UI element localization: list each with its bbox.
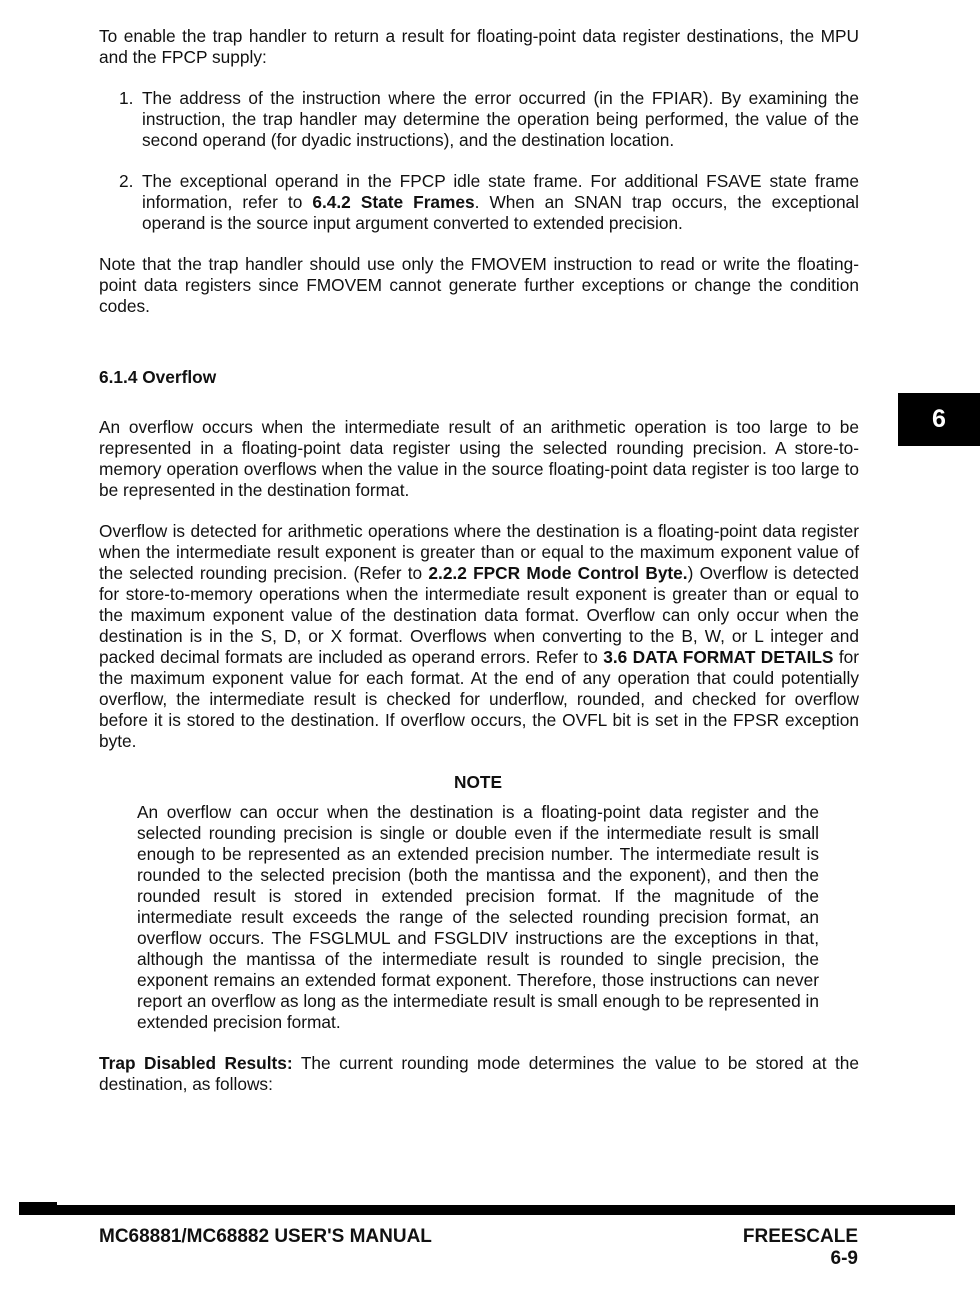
section-heading: 6.1.4 Overflow xyxy=(99,367,217,387)
trap-disabled-label: Trap Disabled Results: xyxy=(99,1053,293,1073)
fmovem-paragraph: Note that the trap handler should use only the FMOVEM instruction to read or write the floating-point data registers since FMOVEM cannot generate further exceptions or change the condition codes. xyxy=(99,254,859,316)
footer-rule xyxy=(19,1205,955,1215)
paragraph-text: The current rounding mode determines the value to be stored at the destination, as follows: xyxy=(99,1053,859,1094)
paragraph-text: for the maximum exponent value for each format. At the end of any operation that could potentially overflow, the intermediate result is checked for underflow, rounded, and checked for overflow before it is stored to the destination. If overflow occurs, the OVFL bit is set in the FPSR exception byte. xyxy=(99,647,859,751)
footer-right xyxy=(743,1226,858,1270)
chapter-tab: 6 xyxy=(898,393,980,446)
paragraph-text: ) Overflow is detected for store-to-memory operations when the intermediate result exponent is greater than or equal to the maximum exponent value of the destination data format. Overflow can only occur when the destination is in the S, D, or X format. Overflows when converting to the B, W, or L integer and packed decimal formats are included as operand errors. Refer to xyxy=(99,563,860,667)
intro-paragraph: To enable the trap handler to return a result for floating-point data register destinations, the MPU and the FPCP supply: xyxy=(99,26,859,67)
trap-disabled-paragraph xyxy=(99,1053,859,1095)
overflow-paragraph-1: An overflow occurs when the intermediate result of an arithmetic operation is too large to be represented in a floating-point data register using the selected rounding precision. A store-to-memory operation overflows when the value in the source floating-point data register is too large to be represented in the destination format. xyxy=(99,417,859,500)
cross-reference: 3.6 DATA FORMAT DETAILS xyxy=(603,647,834,667)
list-number: 2. xyxy=(119,171,134,191)
list-text-post: . When an SNAN trap occurs, the exceptional operand is the source input argument converted to extended precision. xyxy=(142,192,860,233)
page-content xyxy=(99,26,859,1115)
page-number: 6-9 xyxy=(830,1248,858,1269)
list-number: 1. xyxy=(119,88,134,108)
list-item xyxy=(99,88,859,151)
list-text-pre: The exceptional operand in the FPCP idle state frame. For additional FSAVE state frame information, refer to xyxy=(142,171,859,212)
brand-name: FREESCALE xyxy=(742,1226,858,1247)
overflow-paragraph-2 xyxy=(99,521,859,752)
note-box xyxy=(99,772,859,1033)
list-text: The address of the instruction where the error occurred (in the FPIAR). By examining the instruction, the trap handler may determine the operation being performed, the value of the second operand (for dyadic instructions), and the destination location. xyxy=(142,88,859,150)
note-text: An overflow can occur when the destination is a floating-point data register and the selected rounding precision is single or double even if the intermediate result is small enough to be represented as an extended precision number. The intermediate result is rounded to the selected precision (both the mantissa and the exponent), and then the rounded result is stored in extended precision format. If the magnitude of the intermediate result exceeds the range of the selected rounding precision format, an overflow occurs. The FSGLMUL and FSGLDIV instructions are the exceptions in that, although the mantissa of the intermediate result is rounded to single precision, the exponent remains an extended format exponent. Therefore, those instructions can never report an overflow as long as the intermediate result is small enough to be represented in extended precision format. xyxy=(137,802,819,1032)
cross-reference: 6.4.2 State Frames xyxy=(312,192,475,212)
supply-list xyxy=(99,88,859,234)
paragraph-text: Overflow is detected for arithmetic operations where the destination is a floating-point data register when the intermediate result exponent is greater than or equal to the maximum exponent value of the selected rounding precision. (Refer to xyxy=(99,521,859,583)
cross-reference: 2.2.2 FPCR Mode Control Byte. xyxy=(428,563,688,583)
note-title: NOTE xyxy=(453,772,502,792)
list-item xyxy=(99,171,859,234)
manual-title: MC68881/MC68882 USER'S MANUAL xyxy=(99,1226,432,1247)
